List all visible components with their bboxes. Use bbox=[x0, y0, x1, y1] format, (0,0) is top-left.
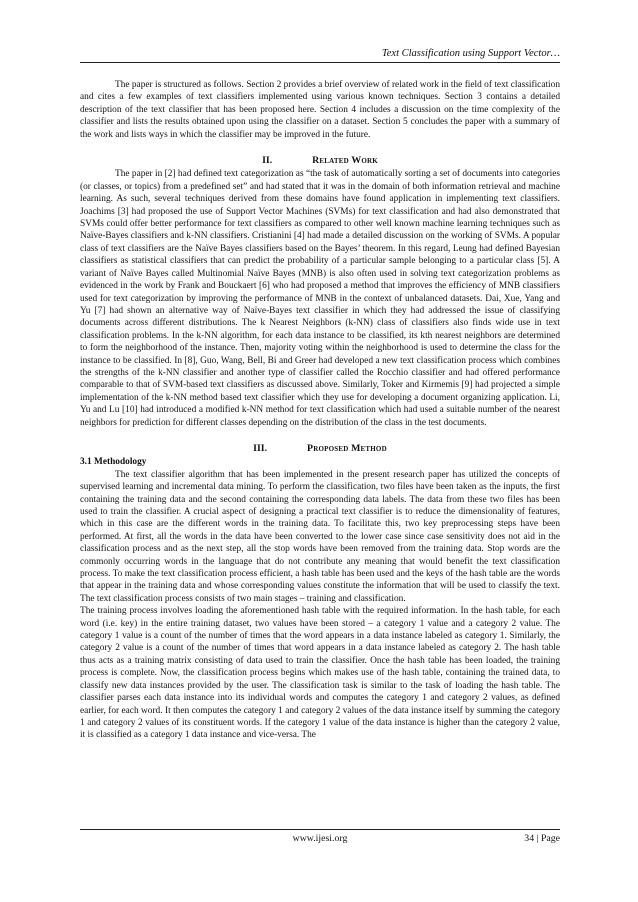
intro-paragraph: The paper is structured as follows. Section 2 provides a brief overview of related work in the field of text classification and cites a few examples of text classifiers implemented using various known techniques. Section 3 contains a detailed description of the text classifier that has been proposed here. Section 4 includes a discussion on the time complexity of the classifier and lists the results obtained upon using the classifier on a dataset. Section 5 concludes the paper with a summary of the work and lists ways in which the classifier may be improved in the future. bbox=[80, 80, 560, 140]
page-footer bbox=[80, 829, 560, 844]
footer-page-number: 34 | Page bbox=[524, 833, 560, 844]
related-work-paragraph: The paper in [2] had defined text categorization as “the task of automatically sorting a set of documents into categories (or classes, or topics) from a predefined set” and had stated that it was in the domain of both information retrieval and machine learning. As such, several techniques derived from these domains have found application in implementing text classifiers. Joachims [3] had proposed the use of Support Vector Machines (SVMs) for text classification and had also demonstrated that SVMs could offer better performance for text classifiers as compared to other well known machine learning techniques such as Naïve-Bayes classifiers and k-NN classifiers. Cristianini [4] had made a detailed discussion on the working of SVMs. A popular class of text classifiers are the Naïve Bayes classifiers based on the Bayes’ theorem. In this regard, Leung had defined Bayesian classifiers as statistical classifiers that can predict the probability of a particular sample belonging to a particular class [5]. A variant of Naïve Bayes called Multinomial Naïve Bayes (MNB) is also often used in solving text categorization problems as evidenced in the work by Frank and Bouckaert [6] who had proposed a method that improves the efficiency of MNB classifiers used for text categorization by improving the performance of MNB in the context of unbalanced datasets. Dai, Xue, Yang and Yu [7] had shown an alternative way of Naïve-Bayes text classifier in which they had addressed the issue of classifying documents across different distributions. The k Nearest Neighbors (k-NN) class of classifiers also finds wide use in text classification problems. In the k-NN algorithm, for each data instance to be classified, its kth nearest neighbors are determined to form the neighborhood of the instance. Then, majority voting within the neighborhood is used to determine the class for the instance to be classified. In [8], Guo, Wang, Bell, Bi and Greer had developed a new text classification process which combines the strengths of the k-NN classifier and another type of classifier called the Rocchio classifier and had offered performance comparable to that of SVM-based text classifiers as discussed above. Similarly, Toker and Kirmemis [9] had projected a simple implementation of the k-NN method based text classifier which they use for developing a document organizing application. Li, Yu and Lu [10] had introduced a modified k-NN method for text classification which had used a suitable number of the nearest neighbors for prediction for different classes depending on the distribution of the class in the test documents. bbox=[80, 169, 560, 428]
section-2-number: II. bbox=[262, 155, 273, 167]
section-3-title bbox=[80, 443, 560, 455]
methodology-paragraph-2: The training process involves loading the aforementioned hash table with the required information. In the hash table, for each word (i.e. key) in the entire training dataset, two values have been stored – a category 1 value and a category 2 value. The category 1 value is a count of the number of times that the word appears in a data instance labeled as category 1. Similarly, the category 2 value is a count of the number of times that word appears in a data instance labeled as category 2. The hash table thus acts as a training matrix consisting of data used to train the classifier. Once the hash table has been loaded, the training process is complete. Now, the classification process begins which makes use of the hash table, containing the trained data, to classify new data instances provided by the user. The classification task is similar to the task of loading the hash table. The classifier parses each data instance into its individual words and computes the category 1 and category 2 values, as defined earlier, for each word. It then computes the category 1 and category 2 values of the data instance itself by summing the category 1 and category 2 values of its constituent words. If the category 1 value of the data instance is higher than the category 2 value, it is classified as a category 1 data instance and vice-versa. The bbox=[80, 606, 560, 741]
running-header: Text Classification using Support Vector… bbox=[80, 48, 560, 63]
section-3-number: III. bbox=[253, 442, 268, 454]
methodology-paragraph-1: The text classifier algorithm that has been implemented in the present research paper has utilized the concepts of supervised learning and incremental data mining. To perform the classification, two files have been taken as the inputs, the first containing the training data and the second containing the corresponding data labels. The data from these two files has been used to train the classifier. A crucial aspect of designing a practical text classifier is to reduce the dimensionality of features, which in this case are the different words in the training data. To facilitate this, two key preprocessing steps have been performed. At first, all the words in the data have been converted to the lower case since case sensitivity does not aid in the classification process and as the next step, all the stop words have been removed from the training data. Stop words are the commonly occurring words in the language that do not contribute any meaning that would benefit the text classification process. To make the text classification process efficient, a hash table has been used and the keys of the hash table are the words that appear in the training data and whose corresponding values constitute the information that will be used to classify the text. The text classification process consists of two main stages – training and classification. bbox=[80, 469, 560, 604]
paper-page bbox=[80, 48, 560, 742]
subsection-methodology-title: 3.1 Methodology bbox=[80, 457, 147, 468]
section-2-heading: Related Work bbox=[312, 155, 378, 167]
section-3-heading: Proposed Method bbox=[307, 442, 387, 454]
footer-website: www.ijesi.org bbox=[292, 833, 348, 844]
section-2-title bbox=[80, 155, 560, 167]
